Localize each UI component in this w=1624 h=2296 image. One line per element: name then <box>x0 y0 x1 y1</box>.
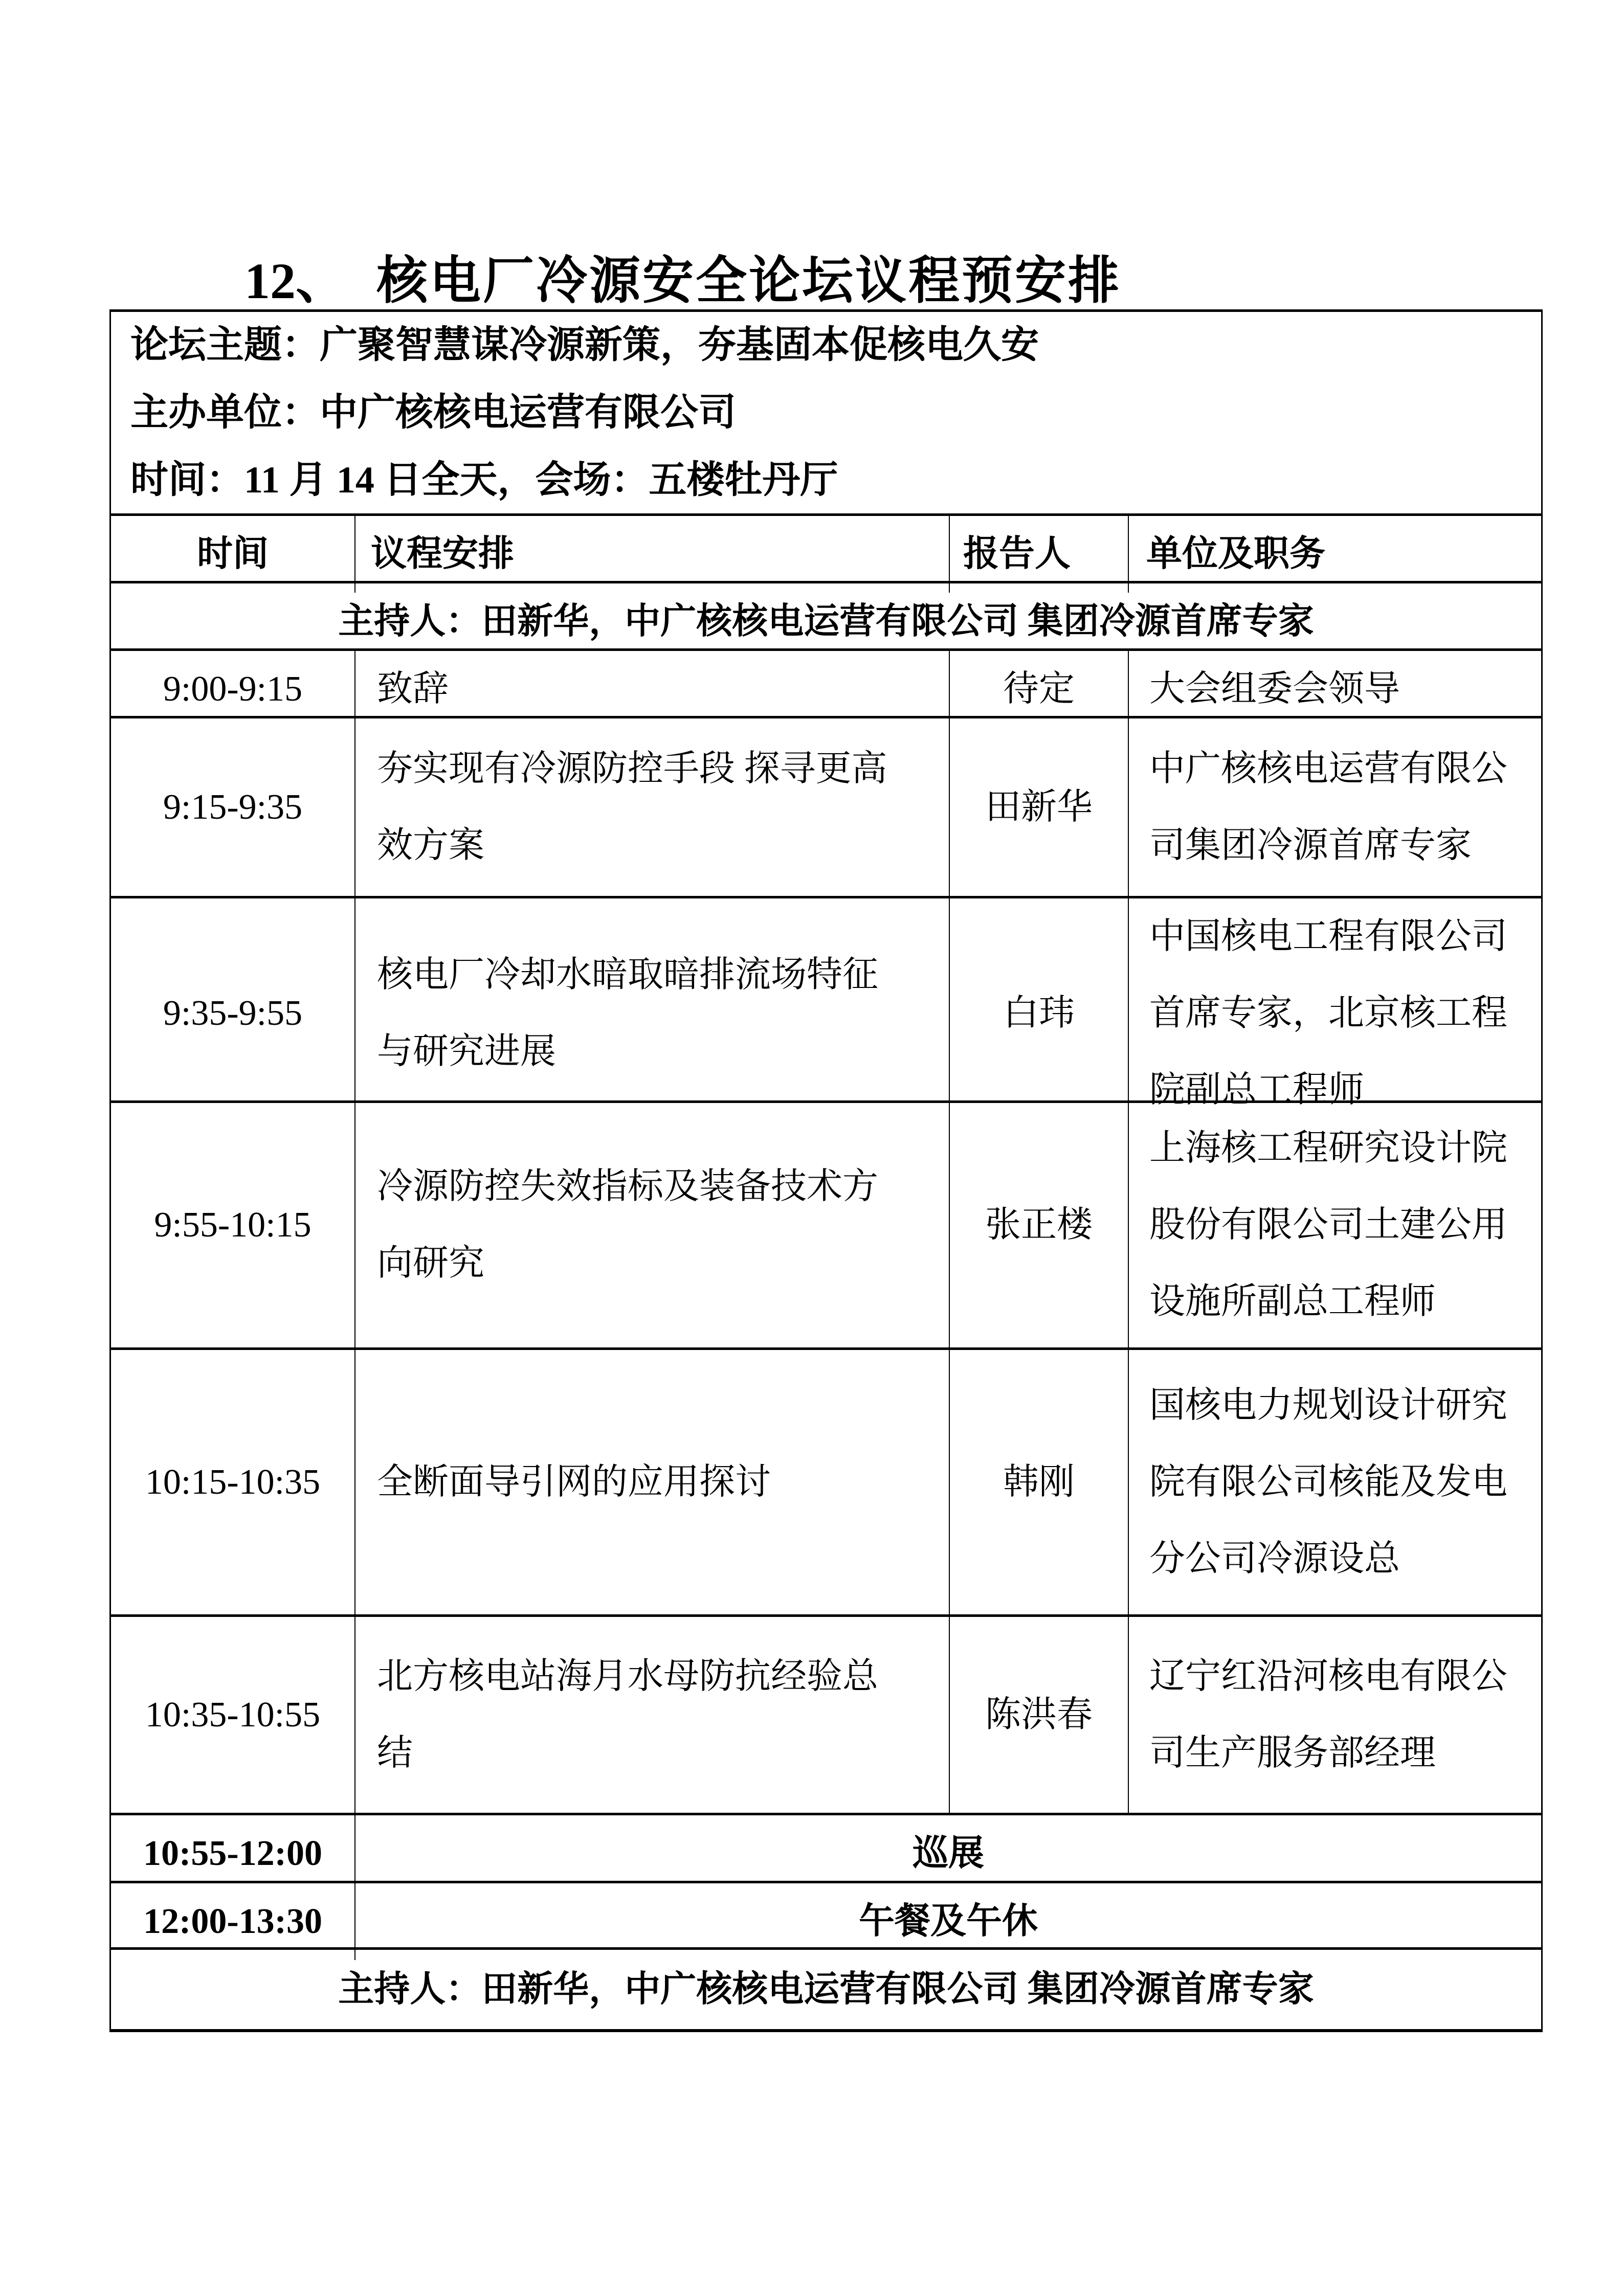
exhibition-label: 巡展 <box>354 1815 1541 1892</box>
cell-speaker: 韩刚 <box>949 1350 1128 1614</box>
cell-agenda: 夯实现有冷源防控手段 探寻更高效方案 <box>354 718 949 896</box>
cell-unit: 辽宁红沿河核电有限公司生产服务部经理 <box>1128 1617 1541 1813</box>
cell-time: 12:00-13:30 <box>143 1902 322 1941</box>
lunch-row <box>111 1881 1541 1947</box>
forum-organizer-line: 主办单位：中广核核电运营有限公司 <box>130 392 736 434</box>
cell-unit: 中国核电工程有限公司首席专家，北京核工程院副总工程师 <box>1128 898 1541 1129</box>
morning-host-row <box>111 581 1541 648</box>
table-row <box>111 648 1541 716</box>
cell-speaker: 待定 <box>949 651 1128 728</box>
afternoon-host-row <box>111 1947 1541 2029</box>
cell-agenda: 全断面导引网的应用探讨 <box>354 1350 949 1614</box>
forum-time-venue-line: 时间：11 月 14 日全天，会场：五楼牡丹厅 <box>130 459 838 501</box>
exhibition-row <box>111 1813 1541 1881</box>
cell-time: 9:35-9:55 <box>163 994 303 1033</box>
cell-time: 10:35-10:55 <box>145 1695 321 1735</box>
table-header-row <box>111 513 1541 581</box>
cell-time: 9:55-10:15 <box>154 1205 312 1245</box>
cell-time: 10:55-12:00 <box>143 1834 322 1873</box>
cell-agenda: 致辞 <box>354 651 949 728</box>
afternoon-host-text: 主持人：田新华，中广核核电运营有限公司 集团冷源首席专家 <box>338 1969 1314 2009</box>
header-cell-unit: 单位及职务 <box>1128 516 1541 593</box>
lunch-label: 午餐及午休 <box>354 1883 1541 1960</box>
cell-agenda: 冷源防控失效指标及装备技术方向研究 <box>354 1103 949 1347</box>
page-title <box>244 239 1121 313</box>
forum-info-box <box>111 312 1541 513</box>
header-cell-time: 时间 <box>197 534 269 574</box>
morning-host-text: 主持人：田新华，中广核核电运营有限公司 集团冷源首席专家 <box>338 602 1314 641</box>
table-row <box>111 896 1541 1110</box>
cell-agenda: 核电厂冷却水暗取暗排流场特征与研究进展 <box>354 898 949 1129</box>
table-row <box>111 1347 1541 1614</box>
cell-unit: 中广核核电运营有限公司集团冷源首席专家 <box>1128 718 1541 896</box>
table-row <box>111 1614 1541 1813</box>
forum-info-cell <box>111 312 1541 513</box>
header-cell-speaker: 报告人 <box>949 516 1128 593</box>
header-cell-agenda: 议程安排 <box>354 516 949 593</box>
forum-theme-line: 论坛主题：广聚智慧谋冷源新策，夯基固本促核电久安 <box>130 324 1039 366</box>
title-number: 12、 <box>244 253 347 309</box>
cell-time: 9:15-9:35 <box>163 787 303 827</box>
cell-agenda: 北方核电站海月水母防抗经验总结 <box>354 1617 949 1813</box>
cell-unit: 国核电力规划设计研究院有限公司核能及发电分公司冷源设总 <box>1128 1350 1541 1614</box>
table-row <box>111 1100 1541 1347</box>
cell-time: 10:15-10:35 <box>145 1462 321 1502</box>
title-text: 核电厂冷源安全论坛议程预安排 <box>376 253 1121 309</box>
cell-speaker: 白玮 <box>949 898 1128 1129</box>
cell-unit: 大会组委会领导 <box>1128 651 1541 728</box>
cell-speaker: 陈洪春 <box>949 1617 1128 1813</box>
cell-speaker: 田新华 <box>949 718 1128 896</box>
cell-unit: 上海核工程研究设计院股份有限公司土建公用设施所副总工程师 <box>1128 1103 1541 1347</box>
table-row <box>111 716 1541 896</box>
agenda-table <box>109 309 1543 2032</box>
cell-speaker: 张正楼 <box>949 1103 1128 1347</box>
cell-time: 9:00-9:15 <box>163 669 303 709</box>
